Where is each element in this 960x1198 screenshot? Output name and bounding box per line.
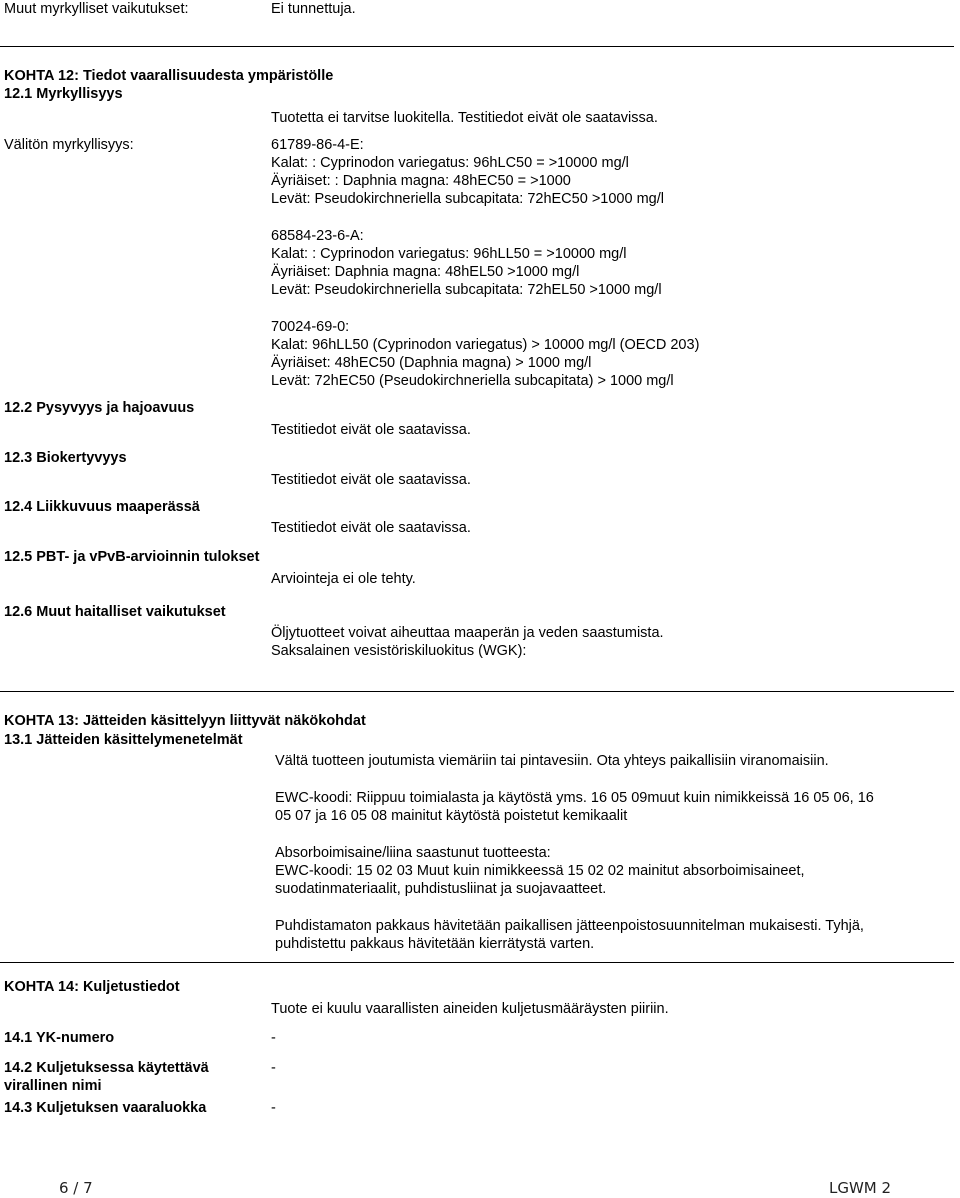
section-12-heading: KOHTA 12: Tiedot vaarallisuudesta ympäristölle [4,68,334,84]
pbt-heading: 12.5 PBT- ja vPvB-arvioinnin tulokset [4,549,260,565]
section-divider [0,691,954,692]
section-divider [0,962,954,963]
waste-para-4-line: Puhdistamaton pakkaus hävitetään paikallisen jätteenpoistosuunnitelman mukaisesti. Tyhjä, [275,918,864,934]
transport-intro: Tuote ei kuulu vaarallisten aineiden kuljetusmääräysten piiriin. [271,1001,669,1017]
other-effects-heading: 12.6 Muut haitalliset vaikutukset [4,604,226,620]
acute-toxicity-label: Välitön myrkyllisyys: [4,137,134,153]
persistence-value: Testitiedot eivät ole saatavissa. [271,422,471,438]
shipping-name-label: 14.2 Kuljetuksessa käytettävä [4,1060,209,1076]
hazard-class-value: - [271,1100,276,1116]
acute-line: Kalat: 96hLL50 (Cyprinodon variegatus) > 10000 mg/l (OECD 203) [271,337,700,353]
bioaccumulation-heading: 12.3 Biokertyvyys [4,450,127,466]
acute-line: Äyriäiset: Daphnia magna: 48hEL50 >1000 mg/l [271,264,580,280]
persistence-heading: 12.2 Pysyvyys ja hajoavuus [4,400,195,416]
waste-para-1: Vältä tuotteen joutumista viemäriin tai pintavesiin. Ota yhteys paikallisiin viranomaisiin. [275,753,829,769]
waste-para-4-line: puhdistettu pakkaus hävitetään kierrätystä varten. [275,936,595,952]
page-number: 6 / 7 [59,1179,93,1197]
acute-line: Äyriäiset: : Daphnia magna: 48hEC50 = >1000 [271,173,571,189]
shipping-name-label-cont: virallinen nimi [4,1078,102,1094]
mobility-heading: 12.4 Liikkuvuus maaperässä [4,499,200,515]
document-code: LGWM 2 [829,1179,892,1197]
acute-line: 68584-23-6-A: [271,228,364,244]
other-toxic-effects-value: Ei tunnettuja. [271,1,356,17]
toxicity-heading: 12.1 Myrkyllisyys [4,86,123,102]
acute-line: Levät: 72hEC50 (Pseudokirchneriella subcapitata) > 1000 mg/l [271,373,674,389]
toxicity-value: Tuotetta ei tarvitse luokitella. Testitiedot eivät ole saatavissa. [271,110,658,126]
other-toxic-effects-label: Muut myrkylliset vaikutukset: [4,1,189,17]
waste-para-2-line: EWC-koodi: Riippuu toimialasta ja käytöstä yms. 16 05 09muut kuin nimikkeissä 16 05 06, 16 [275,790,874,806]
section-13-heading: KOHTA 13: Jätteiden käsittelyyn liittyvät näkökohdat [4,713,366,729]
waste-methods-heading: 13.1 Jätteiden käsittelymenetelmät [4,732,243,748]
acute-line: Äyriäiset: 48hEC50 (Daphnia magna) > 1000 mg/l [271,355,592,371]
acute-line: Kalat: : Cyprinodon variegatus: 96hLC50 = >10000 mg/l [271,155,629,171]
section-divider [0,46,954,47]
mobility-value: Testitiedot eivät ole saatavissa. [271,520,471,536]
waste-para-2-line: 05 07 ja 16 05 08 mainitut käytöstä poistetut kemikaalit [275,808,628,824]
section-14-heading: KOHTA 14: Kuljetustiedot [4,979,180,995]
bioaccumulation-value: Testitiedot eivät ole saatavissa. [271,472,471,488]
shipping-name-value: - [271,1060,276,1076]
acute-line: 61789-86-4-E: [271,137,364,153]
waste-para-3-line: EWC-koodi: 15 02 03 Muut kuin nimikkeessä 15 02 02 mainitut absorboimisaineet, [275,863,805,879]
other-effects-line: Öljytuotteet voivat aiheuttaa maaperän ja veden saastumista. [271,625,664,641]
hazard-class-label: 14.3 Kuljetuksen vaaraluokka [4,1100,207,1116]
waste-para-3-line: suodatinmateriaalit, puhdistusliinat ja suojavaatteet. [275,881,607,897]
other-effects-line: Saksalainen vesistöriskiluokitus (WGK): [271,643,527,659]
acute-line: Levät: Pseudokirchneriella subcapitata: 72hEC50 >1000 mg/l [271,191,664,207]
acute-line: Levät: Pseudokirchneriella subcapitata: 72hEL50 >1000 mg/l [271,282,662,298]
acute-line: Kalat: : Cyprinodon variegatus: 96hLL50 = >10000 mg/l [271,246,627,262]
waste-para-3-line: Absorboimisaine/liina saastunut tuotteesta: [275,845,551,861]
un-number-label: 14.1 YK-numero [4,1030,115,1046]
un-number-value: - [271,1030,276,1046]
acute-line: 70024-69-0: [271,319,350,335]
pbt-value: Arviointeja ei ole tehty. [271,571,416,587]
